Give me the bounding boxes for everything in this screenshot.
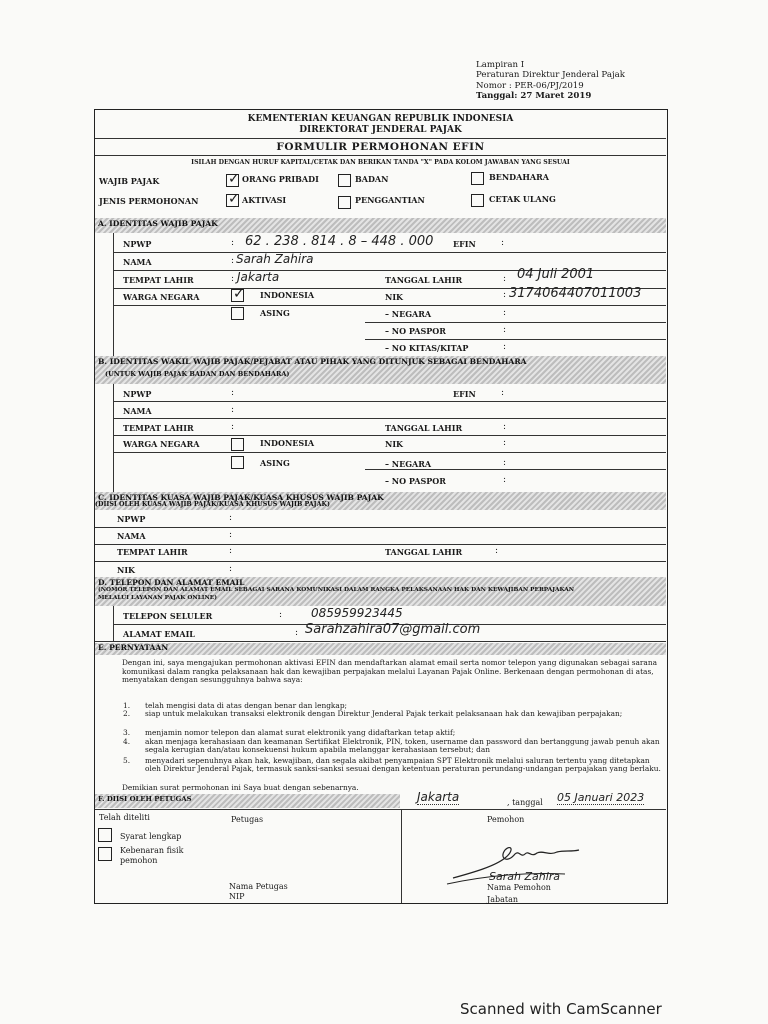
- value-tanggal-lahir: 04 Juli 2001: [517, 267, 595, 282]
- checkbox-indonesia[interactable]: [231, 438, 244, 451]
- label-telepon: TELEPON SELULER: [123, 611, 213, 621]
- petugas-label: Petugas: [231, 815, 264, 824]
- checkbox-indonesia[interactable]: [231, 286, 245, 302]
- checkbox-aktivasi[interactable]: [226, 191, 240, 207]
- pemohon-sub-label: pemohon: [120, 856, 158, 865]
- option-label: INDONESIA: [260, 290, 315, 300]
- label-tempat-lahir: TEMPAT LAHIR: [123, 423, 194, 433]
- label-tanggal-lahir: TANGGAL LAHIR: [385, 275, 463, 285]
- syarat-label: Syarat lengkap: [120, 832, 182, 841]
- checkbox-asing[interactable]: [231, 456, 244, 469]
- option-label: AKTIVASI: [242, 195, 287, 205]
- statement-item: 2. siap untuk melakukan transaksi elektronik dengan Direktur Jenderal Pajak terkait pelaksanaan hak dan kewajiban perpajakan;: [123, 709, 623, 718]
- checkbox-bendahara[interactable]: [471, 172, 484, 185]
- nama-petugas-label: Nama Petugas: [229, 882, 288, 891]
- tanggal-label: , tanggal: [507, 798, 543, 807]
- section-e-bar: [95, 643, 666, 655]
- option-label: ORANG PRIBADI: [242, 174, 319, 184]
- form-title: FORMULIR PERMOHONAN EFIN: [276, 141, 485, 153]
- lampiran-line: Peraturan Direktur Jenderal Pajak: [476, 70, 625, 81]
- checkbox-syarat-lengkap[interactable]: [98, 828, 112, 842]
- label-tanggal-lahir: TANGGAL LAHIR: [385, 423, 463, 433]
- directorate-title: DIREKTORAT JENDERAL PAJAK: [299, 125, 462, 135]
- checkbox-cetak-ulang[interactable]: [471, 194, 484, 207]
- jabatan-label: Jabatan: [487, 895, 519, 904]
- section-d-subtitle: MELALUI LAYANAN PAJAK ONLINE): [98, 595, 217, 601]
- checkbox-orang-pribadi[interactable]: [226, 171, 240, 187]
- section-c-title: C. IDENTITAS KUASA WAJIB PAJAK/KUASA KHUSUS WAJIB PAJAK: [98, 493, 384, 502]
- section-e-title: E. PERNYATAAN: [98, 643, 169, 652]
- value-telepon: 085959923445: [311, 606, 403, 620]
- option-label: BADAN: [355, 174, 389, 184]
- label-tempat-lahir: TEMPAT LAHIR: [117, 547, 188, 557]
- option-label: PENGGANTIAN: [355, 195, 425, 205]
- checkbox-kebenaran-fisik[interactable]: [98, 847, 112, 861]
- option-label: ASING: [260, 458, 290, 468]
- place-value: Jakarta: [417, 790, 460, 804]
- label-no-paspor: – NO PASPOR: [385, 476, 446, 486]
- statement-item: 4. akan menjaga kerahasiaan dan keamanan Sertifikat Elektronik, PIN, token, username dan password dan bertanggung jawab penuh akan segala kerugian dan/atau konsekuensi hukum apabila melanggar kerahasiaan tersebut; dan: [123, 737, 660, 755]
- value-nik: 3174064407011003: [509, 286, 642, 301]
- statement-intro: Dengan ini, saya mengajukan permohonan aktivasi EFIN dan mendaftarkan alamat email serta nomor telepon yang digunakan sebagai sarana komunikasi dalam rangka pelaksanaan hak dan kewajiban perpajakan melalui Layanan Pajak Online. Berkenaan dengan permohonan di atas, menyatakan dengan sesungguhnya bahwa saya:: [122, 658, 657, 685]
- label-no-paspor: – NO PASPOR: [385, 326, 446, 336]
- efin-form: KEMENTERIAN KEUANGAN REPUBLIK INDONESIA DIREKTORAT JENDERAL PAJAK FORMULIR PERMOHONAN EFIN ISILAH DENGAN HURUF KAPITAL/CETAK DAN BERIKAN TANDA "X" PADA KOLOM JAWABAN YANG SESUAI WAJIB PAJAK ✓ ORANG PRIBADI BADAN BENDAHARA JENIS PERMOHONAN ✓ AKTIVASI PENGGANTIAN CETAK ULANG A. IDENTITAS WAJIB PAJAK NPWP : 62 . 238 . 814 . 8 – 448 . 000 EFIN : NAMA : Sarah Zahira TEMPAT LAHIR : Jakarta TANGGAL LAHIR : 04 Juli 2001 WARGA NEGARA ✓ INDONESIA NIK : 3174064407011003 ASING – NEGARA : – NO PASPOR : – NO KITAS/KITAP : B. IDENTITAS WAKIL WAJIB PAJAK/PEJABAT ATAU PIHAK YANG DITUNJUK SEBAGAI BENDAHARA (UNTUK WAJIB PAJAK BADAN DAN BENDAHARA) NPWP : EFIN : NAMA : TEMPAT LAHIR : TANGGAL LAHIR : WARGA NEGARA INDONESIA NIK : ASING – NEGARA : – NO PASPOR : C. IDENTITAS KUASA WAJIB PAJAK/KUASA KHUSUS WAJIB PAJAK (DIISI OLEH KUASA WAJIB PAJAK/KUASA KHUSUS WAJIB PAJAK) NPWP : NAMA : TEMPAT LAHIR : TANGGAL LAHIR : NIK : D. TELEPON DAN ALAMAT EMAIL (NOMOR TELEPON DAN ALAMAT EMAIL SEBAGAI SARANA KOMUNIKASI DALAM RANGKA PELAKSANAAN HAK DAN KEWAJIBAN PERPAJAKAN MELALUI LAYANAN PAJAK ONLINE) TELEPON SELULER : 085959923445 ALAMAT EMAIL : Sarahzahira07@gmail.com E. PERNYATAAN Dengan ini, saya mengajukan permohonan aktivasi EFIN dan mendaftarkan alamat email serta nomor telepon yang digunakan sebagai sarana komunikasi dalam rangka pelaksanaan hak dan kewajiban perpajakan melalui Layanan Pajak Online. Berkenaan dengan permohonan di atas, menyatakan dengan sesungguhnya bahwa saya: 1. telah mengisi data di atas dengan benar dan lengkap; 2. siap untuk melakukan transaksi elektronik dengan Direktur Jenderal Pajak terkait pelaksanaan hak dan kewajiban perpajakan; 3. menjamin nomor telepon dan alamat surat elektronik yang didaftarkan tetap aktif; 4. akan menjaga kerahasiaan dan keamanan Sertifikat Elektronik, PIN, token, username dan password dan bertanggung jawab penuh akan segala kerugian dan/atau konsekuensi hukum apabila melanggar kerahasiaan tersebut; dan 5. menyadari sepenuhnya akan hak, kewajiban, dan segala akibat penyampaian SPT Elektronik melalui saluran tertentu yang ditetapkan oleh Direktur Jenderal Pajak, termasuk sanksi-sanksi sesuai dengan ketentuan peraturan perundang-undangan perpajakan yang berlaku. Demikian surat permohonan ini Saya buat dengan sebenarnya. F. DIISI OLEH PETUGAS Jakarta , tanggal 05 Januari 2023 Telah diteliti Petugas Pemohon Syarat lengkap Kebenaran fisik pemohon Nama Petugas NIP Sarah Zahira Nama Pemohon Jabatan: [94, 109, 668, 904]
- label-tempat-lahir: TEMPAT LAHIR: [123, 275, 194, 285]
- section-a-bar: [95, 218, 666, 233]
- nama-pemohon-label: Nama Pemohon: [487, 883, 551, 892]
- lampiran-line: Nomor : PER-06/PJ/2019: [476, 80, 584, 91]
- checkbox-asing[interactable]: [231, 307, 244, 320]
- lampiran-line: Tanggal: 27 Maret 2019: [476, 91, 592, 102]
- label-efin: EFIN: [453, 239, 476, 249]
- value-nama: Sarah Zahira: [236, 252, 314, 266]
- label-npwp: NPWP: [117, 514, 146, 524]
- option-label: ASING: [260, 308, 290, 318]
- lampiran-block: [476, 60, 625, 102]
- label-warga-negara: WARGA NEGARA: [123, 292, 200, 302]
- label-npwp: NPWP: [123, 389, 152, 399]
- check-icon: ✓: [233, 286, 245, 302]
- value-tempat-lahir: Jakarta: [237, 270, 280, 284]
- label-warga-negara: WARGA NEGARA: [123, 439, 200, 449]
- signature-name: Sarah Zahira: [489, 870, 561, 883]
- checkbox-penggantian[interactable]: [338, 196, 351, 209]
- option-label: BENDAHARA: [489, 172, 549, 182]
- date-value: 05 Januari 2023: [557, 791, 645, 804]
- closing-statement: Demikian surat permohonan ini Saya buat dengan sebenarnya.: [122, 783, 359, 792]
- section-b-title: B. IDENTITAS WAKIL WAJIB PAJAK/PEJABAT ATAU PIHAK YANG DITUNJUK SEBAGAI BENDAHARA: [98, 357, 527, 366]
- check-icon: ✓: [228, 171, 240, 187]
- label-nik: NIK: [385, 292, 404, 302]
- label-efin: EFIN: [453, 389, 476, 399]
- jenis-permohonan-label: JENIS PERMOHONAN: [99, 196, 199, 206]
- pemohon-label: Pemohon: [487, 815, 525, 824]
- section-c-subtitle: (DIISI OLEH KUASA WAJIB PAJAK/KUASA KHUSUS WAJIB PAJAK): [95, 501, 330, 508]
- label-email: ALAMAT EMAIL: [123, 629, 195, 639]
- value-email: Sarahzahira07@gmail.com: [305, 622, 481, 637]
- camscanner-watermark: Scanned with CamScanner: [460, 1000, 662, 1018]
- section-f-bar: [95, 794, 400, 808]
- ministry-title: KEMENTERIAN KEUANGAN REPUBLIK INDONESIA: [247, 114, 514, 124]
- option-label: INDONESIA: [260, 438, 315, 448]
- value-npwp: 62 . 238 . 814 . 8 – 448 . 000: [245, 234, 434, 249]
- label-no-kitas: – NO KITAS/KITAP: [385, 343, 469, 353]
- label-nama: NAMA: [123, 406, 152, 416]
- section-d-bar: [95, 577, 666, 606]
- section-b-subtitle: (UNTUK WAJIB PAJAK BADAN DAN BENDAHARA): [105, 370, 290, 378]
- label-npwp: NPWP: [123, 239, 152, 249]
- section-d-subtitle: (NOMOR TELEPON DAN ALAMAT EMAIL SEBAGAI SARANA KOMUNIKASI DALAM RANGKA PELAKSANAAN HAK DAN KEWAJIBAN PERPAJAKAN: [98, 587, 575, 593]
- option-label: CETAK ULANG: [489, 194, 556, 204]
- label-negara: – NEGARA: [385, 459, 432, 469]
- section-f-title: F. DIISI OLEH PETUGAS: [98, 795, 192, 803]
- section-a-title: A. IDENTITAS WAJIB PAJAK: [98, 219, 218, 228]
- label-nik: NIK: [117, 565, 136, 575]
- statement-item: 5. menyadari sepenuhnya akan hak, kewajiban, dan segala akibat penyampaian SPT Elektronik melalui saluran tertentu yang ditetapkan oleh Direktur Jenderal Pajak, termasuk sanksi-sanksi sesuai dengan ketentuan peraturan perundang-undangan perpajakan yang berlaku.: [123, 756, 661, 774]
- lampiran-line: Lampiran I: [476, 60, 525, 70]
- label-negara: – NEGARA: [385, 309, 432, 319]
- label-tanggal-lahir: TANGGAL LAHIR: [385, 547, 463, 557]
- check-icon: ✓: [228, 191, 240, 207]
- label-nik: NIK: [385, 439, 404, 449]
- section-b-bar: [95, 356, 666, 384]
- instruction: ISILAH DENGAN HURUF KAPITAL/CETAK DAN BERIKAN TANDA "X" PADA KOLOM JAWABAN YANG SESUAI: [191, 159, 570, 166]
- checkbox-badan[interactable]: [338, 174, 351, 187]
- kebenaran-label: Kebenaran fisik: [120, 846, 184, 855]
- section-d-title: D. TELEPON DAN ALAMAT EMAIL: [98, 578, 245, 587]
- diteliti-label: Telah diteliti: [99, 813, 150, 822]
- wajib-pajak-label: WAJIB PAJAK: [99, 176, 160, 186]
- statement-item: 1. telah mengisi data di atas dengan benar dan lengkap;: [123, 701, 348, 710]
- nip-label: NIP: [229, 892, 245, 901]
- statement-item: 3. menjamin nomor telepon dan alamat surat elektronik yang didaftarkan tetap aktif;: [123, 728, 456, 737]
- section-c-bar: [95, 492, 666, 510]
- label-nama: NAMA: [123, 257, 152, 267]
- label-nama: NAMA: [117, 531, 146, 541]
